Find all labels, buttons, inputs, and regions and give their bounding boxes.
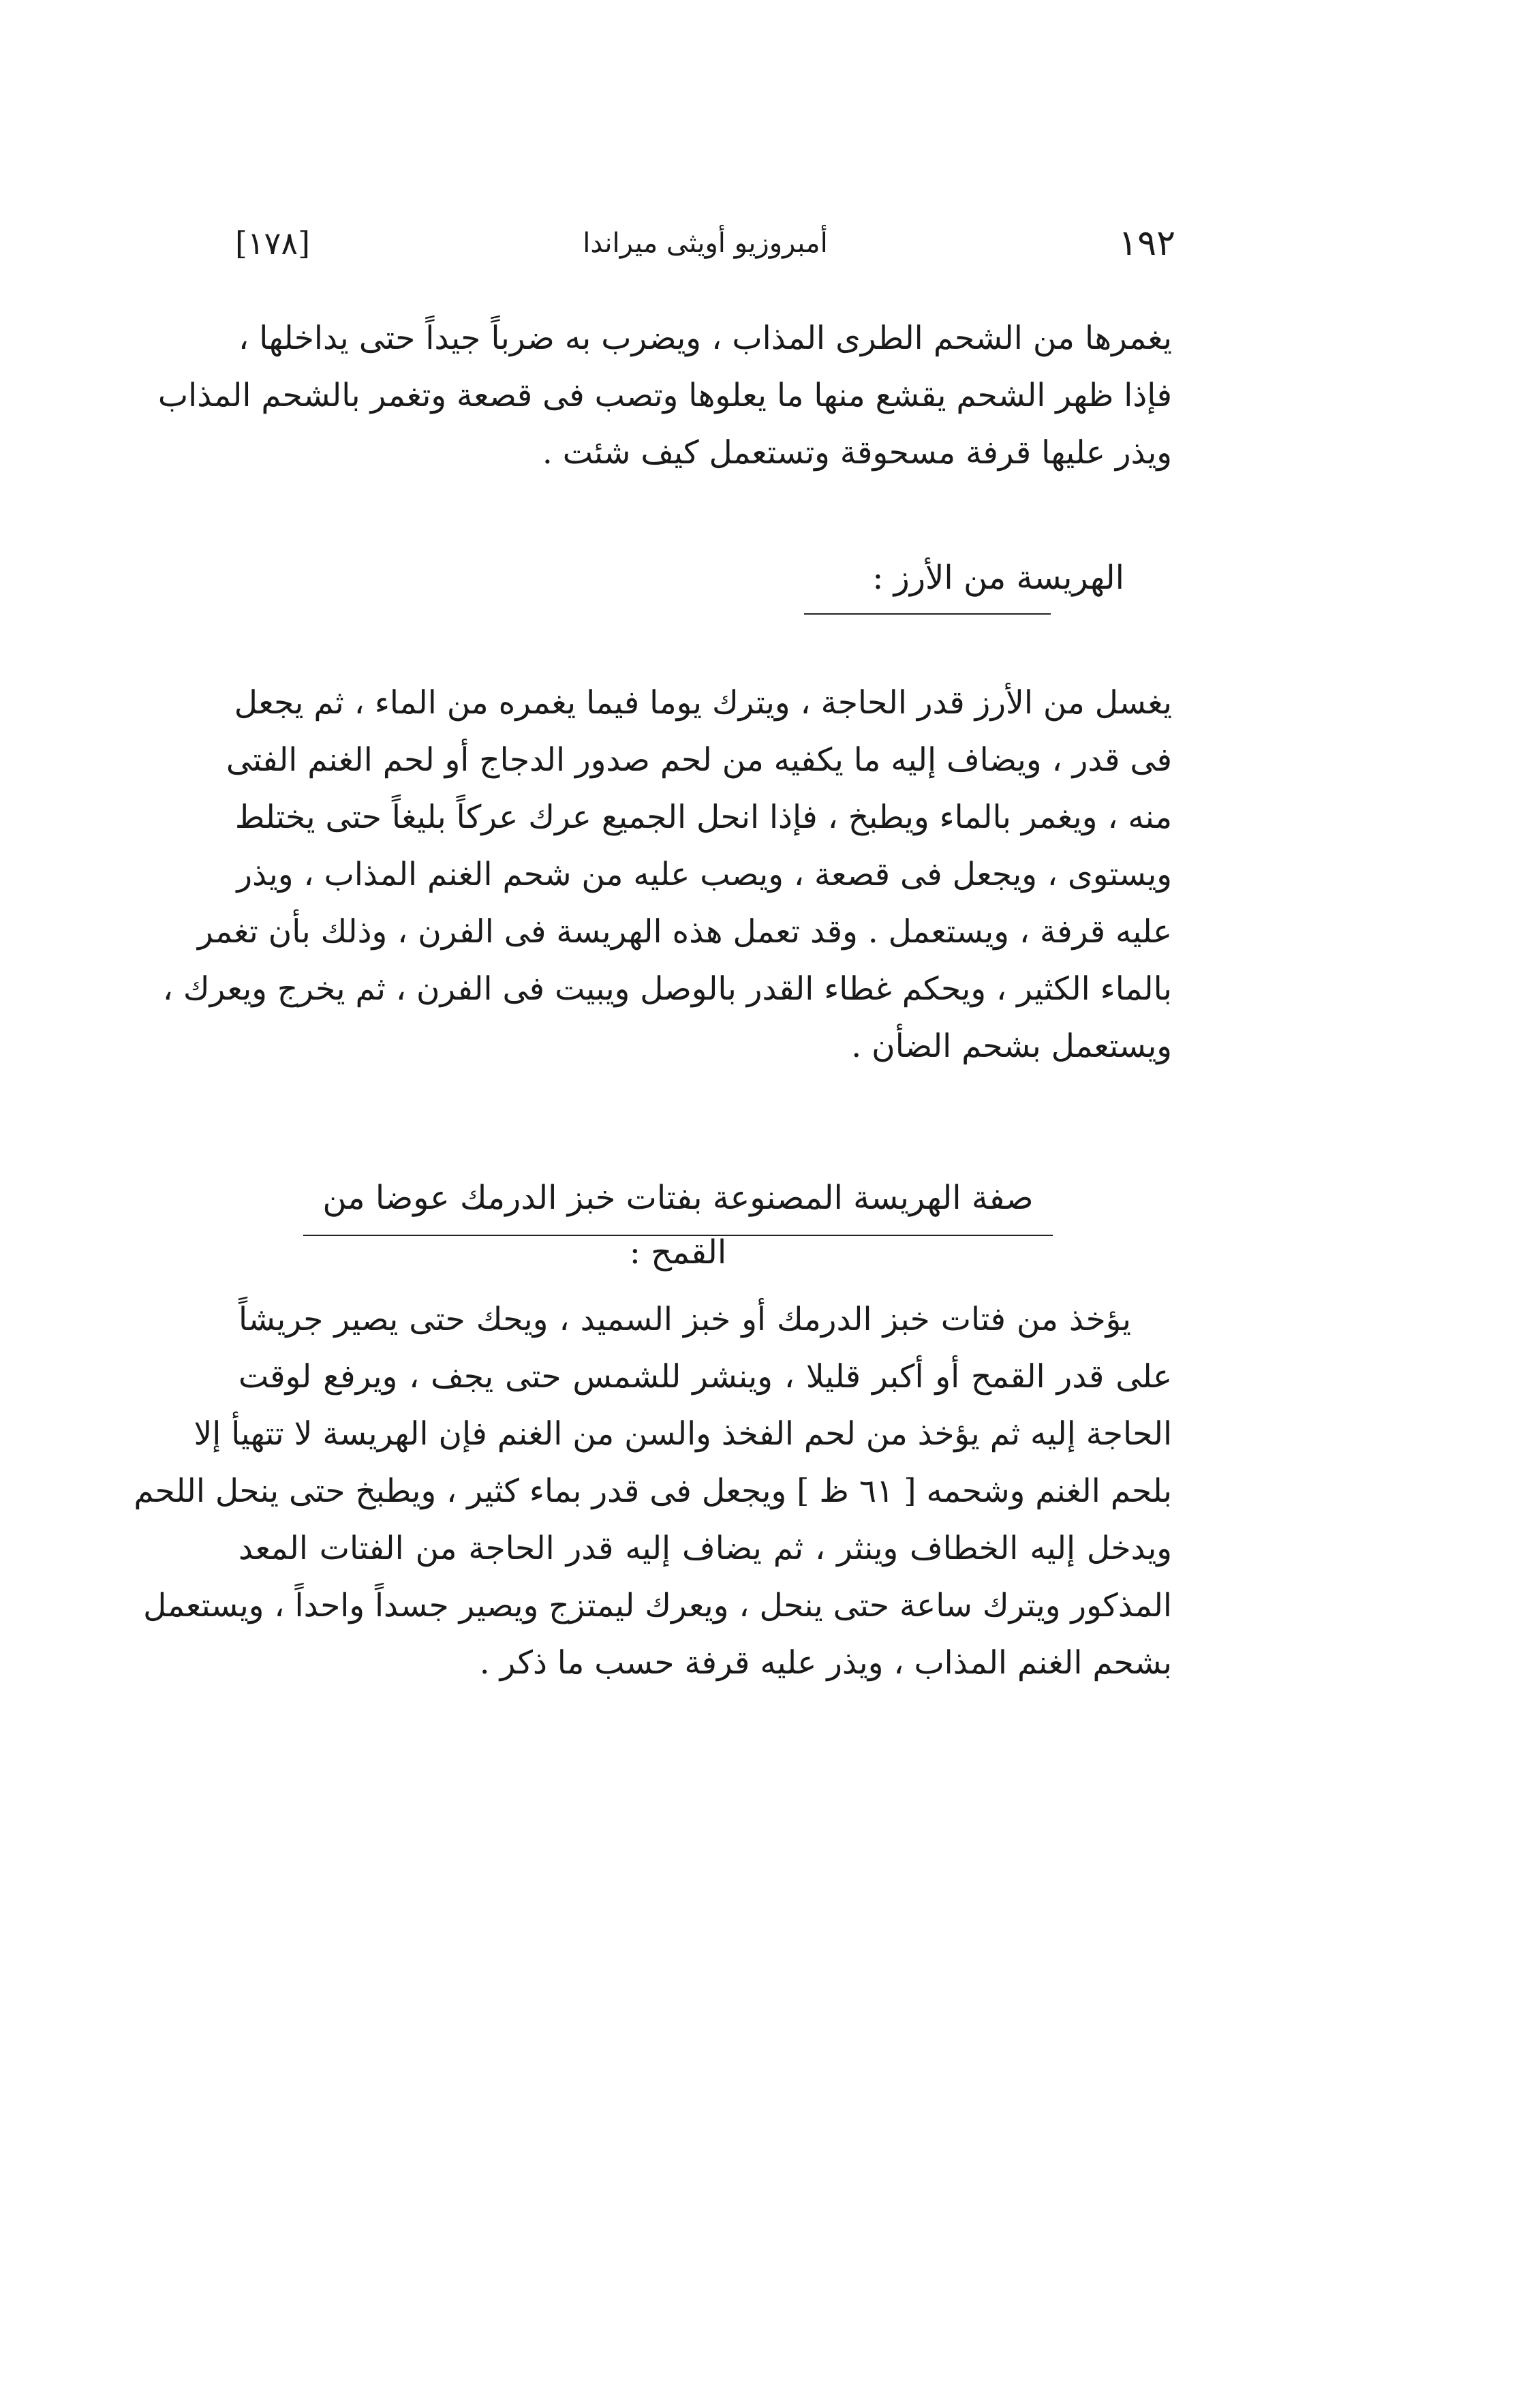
section-heading-bread-harisa: صفة الهريسة المصنوعة بفتات خبز الدرمك عوضا من القمح :	[322, 1179, 1034, 1271]
text-line: فإذا ظهر الشحم يقشع منها ما يعلوها وتصب فى قصعة وتغمر بالشحم المذاب	[157, 377, 1172, 414]
text-line: يؤخذ من فتات خبز الدرمك أو خبز السميد ، ويحك حتى يصير جريشاً	[238, 1301, 1131, 1338]
text-line: عليه قرفة ، ويستعمل . وقد تعمل هذه الهريسة فى الفرن ، وذلك بأن تغمر	[197, 913, 1172, 951]
text-line: ويدخل إليه الخطاف وينثر ، ثم يضاف إليه قدر الحاجة من الفتات المعد	[238, 1530, 1172, 1567]
manuscript-reference: [١٧٨]	[235, 225, 311, 262]
text-line: الحاجة إليه ثم يؤخذ من لحم الفخذ والسن من الغنم فإن الهريسة لا تتهيأ إلا	[194, 1415, 1172, 1453]
paragraph-continuation	[157, 310, 1172, 482]
text-line: منه ، ويغمر بالماء ويطبخ ، فإذا انحل الجميع عرك عركاً بليغاً حتى يختلط	[234, 799, 1172, 836]
text-line: ويستعمل بشحم الضأن .	[851, 1028, 1172, 1065]
text-line: يغمرها من الشحم الطرى المذاب ، ويضرب به ضرباً جيداً حتى يداخلها ،	[238, 320, 1172, 357]
paragraph-rice-harisa	[162, 675, 1172, 1075]
page-number: ١٩٢	[1118, 223, 1175, 264]
heading-underline	[804, 613, 1051, 615]
text-line: ويذر عليها قرفة مسحوقة وتستعمل كيف شئت .	[542, 434, 1172, 472]
text-line: على قدر القمح أو أكبر قليلا ، وينشر للشمس حتى يجف ، ويرفع لوقت	[238, 1358, 1172, 1395]
text-line: المذكور ويترك ساعة حتى ينحل ، ويعرك ليمتزج ويصير جسداً واحداً ، ويستعمل	[143, 1587, 1172, 1624]
section-heading-rice-harisa: الهريسة من الأرز :	[872, 559, 1124, 597]
paragraph-bread-harisa	[134, 1291, 1172, 1692]
heading-underline	[303, 1235, 1053, 1236]
page-header	[235, 219, 1175, 267]
text-line: يغسل من الأرز قدر الحاجة ، ويترك يوما فيما يغمره من الماء ، ثم يجعل	[234, 684, 1172, 722]
text-line: بلحم الغنم وشحمه [ ٦١ ظ ] ويجعل فى قدر بماء كثير ، ويطبخ حتى ينحل اللحم	[134, 1472, 1172, 1510]
text-line: فى قدر ، ويضاف إليه ما يكفيه من لحم صدور الدجاج أو لحم الغنم الفتى	[226, 741, 1172, 779]
text-line: بشحم الغنم المذاب ، ويذر عليه قرفة حسب ما ذكر .	[479, 1644, 1172, 1682]
text-line: ويستوى ، ويجعل فى قصعة ، ويصب عليه من شحم الغنم المذاب ، ويذر	[236, 856, 1172, 893]
text-line: بالماء الكثير ، ويحكم غطاء القدر بالوصل ويبيت فى الفرن ، ثم يخرج ويعرك ،	[162, 970, 1172, 1008]
running-title: أمبروزيو أويثى ميراندا	[583, 228, 828, 259]
